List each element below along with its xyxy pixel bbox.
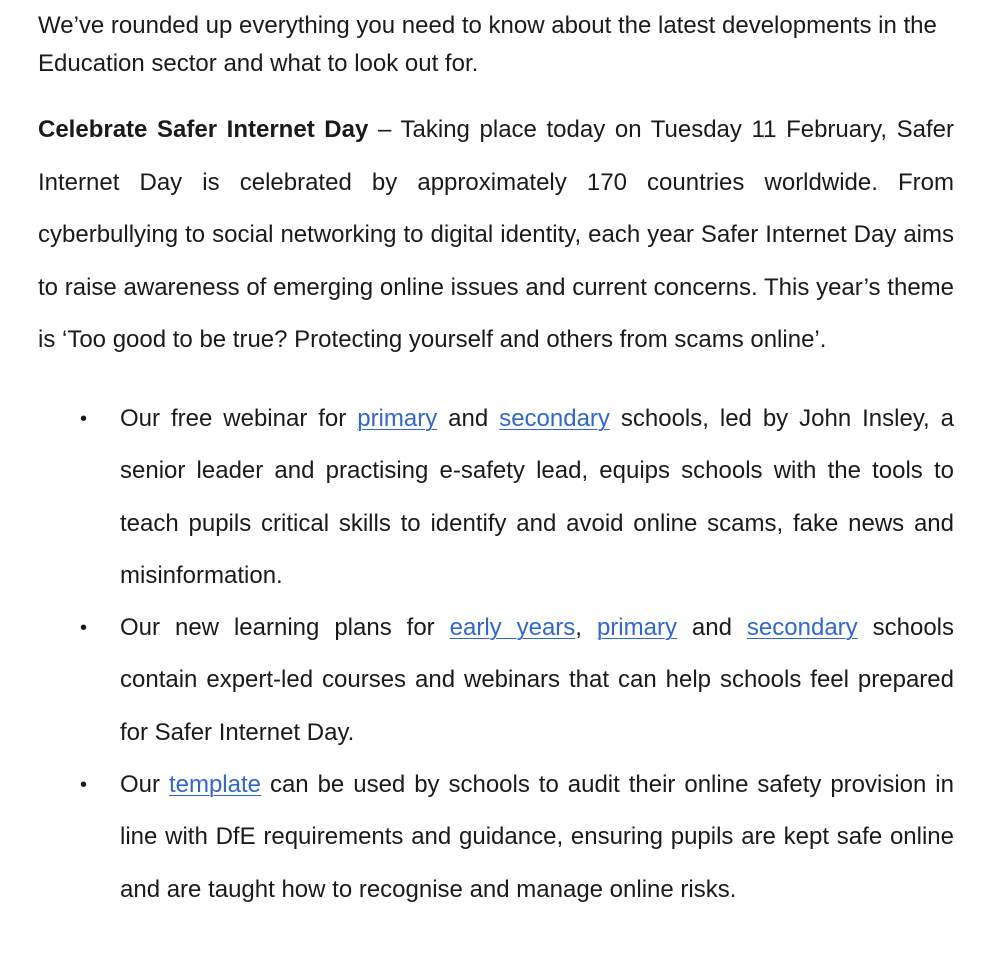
primary-learning-plan-link[interactable]: primary (596, 614, 677, 642)
template-link[interactable]: template (168, 771, 262, 799)
intro-paragraph: We’ve rounded up everything you need to know about the latest developments in the Education sector and what to look out for. (38, 12, 937, 77)
webinar-text-3: schools, led by John Insley, a senior leader and practising e-safety lead, equips schools with the tools to teach pupils critical skills to identify and avoid online scams, fake news and misinformation. (120, 404, 955, 589)
list-item-webinar (38, 393, 954, 602)
safer-internet-day-heading: Celebrate Safer Internet Day (38, 116, 369, 143)
safer-internet-day-body: – Taking place today on Tuesday 11 February, Safer Internet Day is celebrated by approximately 170 countries worldwide. From cyberbullying to social networking to digital identity, each year Safer Internet Day aims to raise awareness of emerging online issues and current concerns. This year’s theme is ‘Too good to be true? Protecting yourself and others from scams online’. (38, 116, 954, 354)
document-page (38, 0, 954, 916)
resources-list (38, 393, 954, 916)
learning-plans-text-4: schools contain expert-led courses and webinars that can help schools feel prepared for Safer Internet Day. (120, 614, 954, 746)
early-years-link[interactable]: early years (449, 614, 576, 642)
secondary-learning-plan-link[interactable]: secondary (746, 614, 858, 642)
webinar-text-2: and (437, 404, 500, 432)
list-item-learning-plans (38, 602, 954, 759)
bullet-icon: • (80, 774, 88, 797)
secondary-webinar-link[interactable]: secondary (499, 404, 610, 432)
safer-internet-day-paragraph (38, 104, 954, 367)
learning-plans-text-3: and (676, 614, 747, 642)
template-text-2: can be used by schools to audit their online safety provision in line with DfE requirements and guidance, ensuring pupils are kept safe online and are taught how to recognise and manage online risks. (120, 771, 954, 903)
webinar-text-1: Our free webinar for (120, 404, 358, 432)
bullet-icon: • (80, 407, 88, 430)
list-item-template (38, 759, 954, 916)
learning-plans-text-2: , (575, 614, 597, 642)
bullet-icon: • (80, 617, 88, 640)
template-text-1: Our (120, 771, 169, 799)
learning-plans-text-1: Our new learning plans for (120, 614, 450, 642)
primary-webinar-link[interactable]: primary (357, 404, 438, 432)
